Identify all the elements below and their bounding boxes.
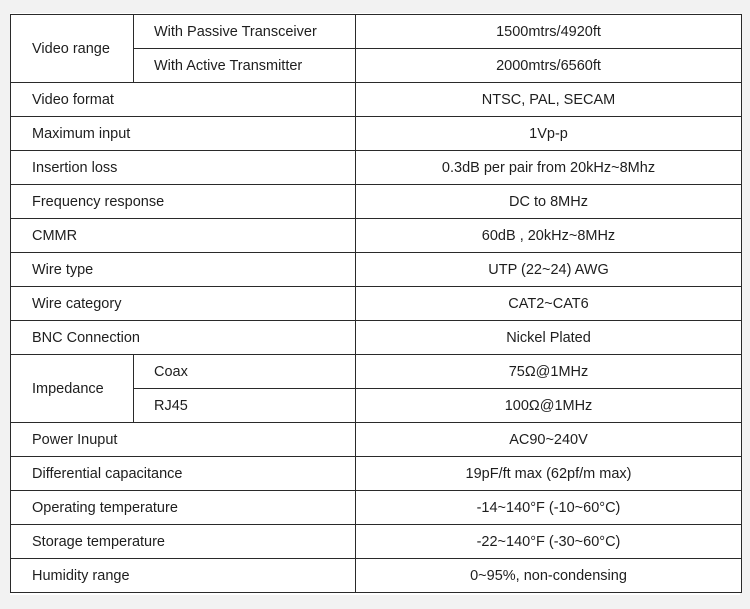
table-row: [11, 151, 742, 185]
table-row: [11, 355, 742, 389]
param-bnc-connection: BNC Connection: [11, 321, 356, 355]
table-row: [11, 83, 742, 117]
sub-param-rj45: RJ45: [134, 389, 356, 423]
param-video-format: Video format: [11, 83, 356, 117]
table-row: [11, 185, 742, 219]
value-frequency-response: DC to 8MHz: [356, 185, 742, 219]
table-row: [11, 15, 742, 49]
value-rj45: 100Ω@1MHz: [356, 389, 742, 423]
value-passive-transceiver: 1500mtrs/4920ft: [356, 15, 742, 49]
value-maximum-input: 1Vp-p: [356, 117, 742, 151]
param-insertion-loss: Insertion loss: [11, 151, 356, 185]
table-row: [11, 423, 742, 457]
table-row: [11, 287, 742, 321]
table-row: [11, 253, 742, 287]
table-row: [11, 117, 742, 151]
param-impedance: Impedance: [11, 355, 134, 423]
table-row: [11, 219, 742, 253]
param-storage-temperature: Storage temperature: [11, 525, 356, 559]
param-wire-category: Wire category: [11, 287, 356, 321]
value-humidity-range: 0~95%, non-condensing: [356, 559, 742, 593]
param-operating-temperature: Operating temperature: [11, 491, 356, 525]
value-bnc-connection: Nickel Plated: [356, 321, 742, 355]
value-wire-type: UTP (22~24) AWG: [356, 253, 742, 287]
param-power-input: Power Inuput: [11, 423, 356, 457]
value-coax: 75Ω@1MHz: [356, 355, 742, 389]
table-row: [11, 457, 742, 491]
table-row: [11, 491, 742, 525]
sub-param-passive-transceiver: With Passive Transceiver: [134, 15, 356, 49]
value-operating-temperature: -14~140°F (-10~60°C): [356, 491, 742, 525]
specification-table: [10, 14, 742, 593]
param-cmmr: CMMR: [11, 219, 356, 253]
table-row: [11, 559, 742, 593]
value-active-transmitter: 2000mtrs/6560ft: [356, 49, 742, 83]
table-row: [11, 321, 742, 355]
param-video-range: Video range: [11, 15, 134, 83]
value-power-input: AC90~240V: [356, 423, 742, 457]
value-video-format: NTSC, PAL, SECAM: [356, 83, 742, 117]
value-cmmr: 60dB , 20kHz~8MHz: [356, 219, 742, 253]
value-insertion-loss: 0.3dB per pair from 20kHz~8Mhz: [356, 151, 742, 185]
param-differential-capacitance: Differential capacitance: [11, 457, 356, 491]
value-differential-capacitance: 19pF/ft max (62pf/m max): [356, 457, 742, 491]
param-humidity-range: Humidity range: [11, 559, 356, 593]
sub-param-active-transmitter: With Active Transmitter: [134, 49, 356, 83]
value-wire-category: CAT2~CAT6: [356, 287, 742, 321]
param-maximum-input: Maximum input: [11, 117, 356, 151]
param-frequency-response: Frequency response: [11, 185, 356, 219]
sub-param-coax: Coax: [134, 355, 356, 389]
value-storage-temperature: -22~140°F (-30~60°C): [356, 525, 742, 559]
table-row: [11, 525, 742, 559]
param-wire-type: Wire type: [11, 253, 356, 287]
